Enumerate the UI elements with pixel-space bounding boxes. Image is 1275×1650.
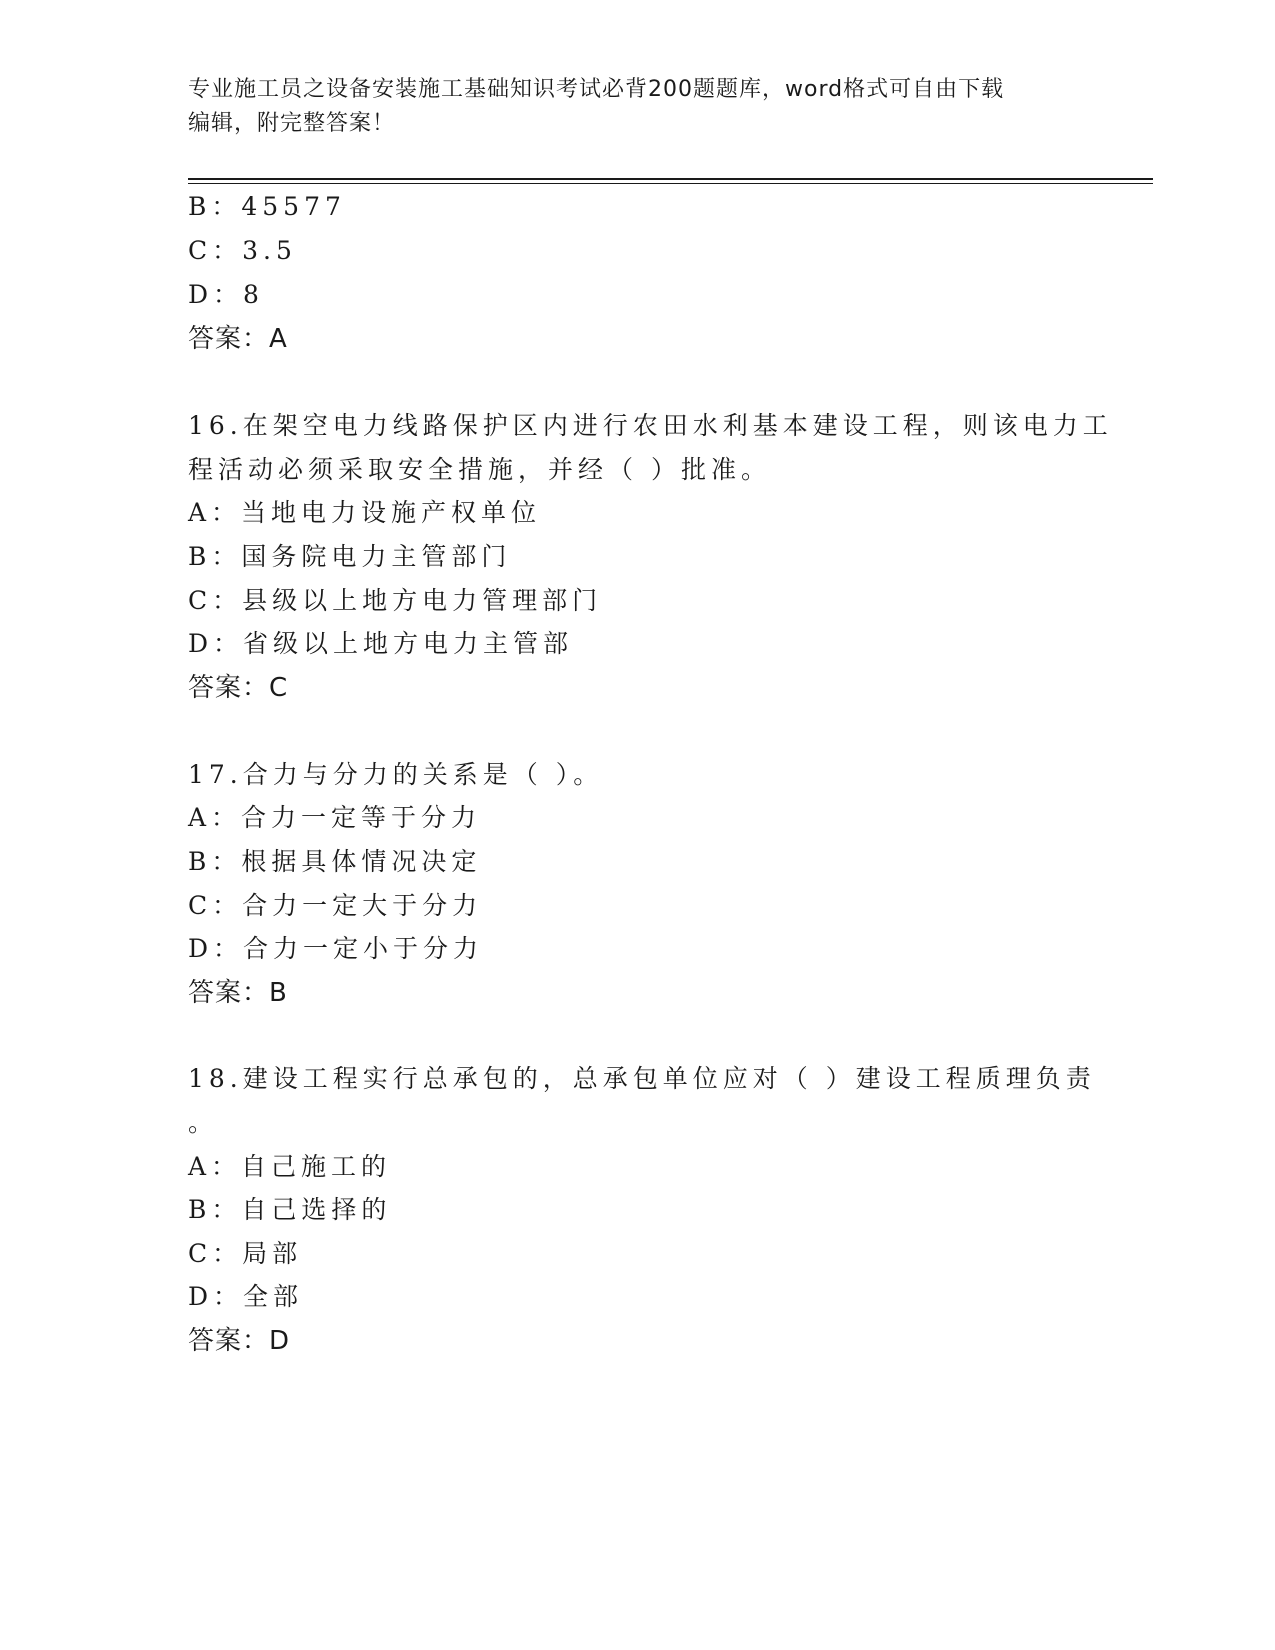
q16-stem-line-1: 16.在架空电力线路保护区内进行农田水利基本建设工程，则该电力工 [188, 411, 1113, 440]
document-header [188, 73, 1088, 141]
q18-option-a: A：自己施工的 [188, 1152, 392, 1181]
q16-stem-line-2: 程活动必须采取安全措施，并经（ ）批准。 [188, 455, 771, 484]
q16-answer: 答案：C [188, 673, 289, 703]
q16-option-b: B：国务院电力主管部门 [188, 542, 512, 571]
q15-option-b: B：45577 [188, 192, 346, 221]
q16-option-d: D：省级以上地方电力主管部 [188, 629, 574, 658]
q15-option-c: C：3.5 [188, 236, 297, 265]
header-title-line-2: 编辑，附完整答案！ [188, 111, 396, 136]
q17-option-b: B：根据具体情况决定 [188, 847, 482, 876]
q17-stem-line-1: 17.合力与分力的关系是（ ）。 [188, 760, 604, 789]
q16-option-a: A：当地电力设施产权单位 [188, 498, 542, 527]
header-divider-thick [188, 178, 1153, 180]
q18-stem-line-2: 。 [188, 1108, 219, 1137]
q18-option-b: B：自己选择的 [188, 1195, 392, 1224]
q18-stem-line-1: 18.建设工程实行总承包的，总承包单位应对（ ）建设工程质理负责 [188, 1064, 1096, 1093]
header-title-line-1: 专业施工员之设备安装施工基础知识考试必背200题题库，word格式可自由下载 [188, 77, 1005, 102]
q18-option-c: C：局部 [188, 1239, 303, 1268]
q16-option-c: C：县级以上地方电力管理部门 [188, 586, 603, 615]
q15-option-d: D：8 [188, 280, 264, 309]
q17-option-c: C：合力一定大于分力 [188, 891, 483, 920]
q17-answer: 答案：B [188, 978, 288, 1008]
q17-option-a: A：合力一定等于分力 [188, 803, 482, 832]
header-divider-thin [188, 183, 1153, 184]
q18-answer: 答案：D [188, 1326, 291, 1356]
q18-option-d: D：全部 [188, 1282, 304, 1311]
q15-answer: 答案：A [188, 324, 288, 354]
q17-option-d: D：合力一定小于分力 [188, 934, 484, 963]
